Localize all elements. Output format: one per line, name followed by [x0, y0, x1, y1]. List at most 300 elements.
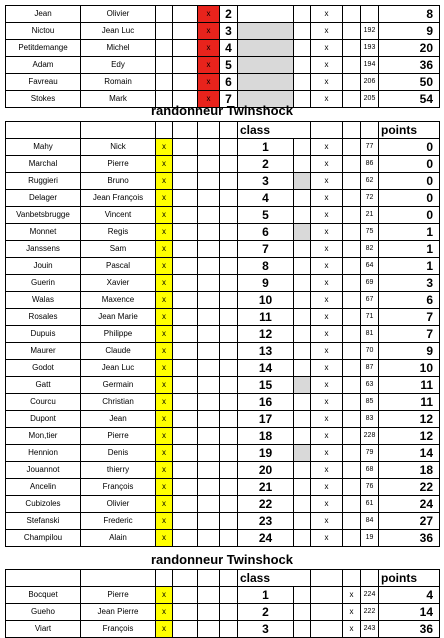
empty-cell [220, 190, 238, 207]
gray-cell [294, 445, 311, 462]
last-name-cell: Bocquet [6, 587, 81, 604]
x-cell: x [311, 57, 343, 74]
empty-cell [198, 604, 220, 621]
gray-cell [294, 462, 311, 479]
points-cell: 0 [379, 207, 440, 224]
empty-cell [198, 156, 220, 173]
empty-cell [220, 224, 238, 241]
table-row [6, 496, 440, 513]
x-cell: x [311, 258, 343, 275]
last-name-cell: Maurer [6, 343, 81, 360]
number-cell: 243 [361, 621, 379, 638]
section1-header-row [6, 122, 440, 139]
first-name-cell: Pierre [81, 587, 156, 604]
x-cell: x [311, 207, 343, 224]
first-name-cell: Bruno [81, 173, 156, 190]
table-row [6, 604, 440, 621]
number-cell: 206 [361, 74, 379, 91]
points-cell: 9 [379, 343, 440, 360]
empty-cell [198, 343, 220, 360]
points-cell: 1 [379, 241, 440, 258]
empty-cell [343, 207, 361, 224]
empty-cell [198, 275, 220, 292]
number-cell: 228 [361, 428, 379, 445]
x-cell: x [343, 621, 361, 638]
empty-cell [343, 326, 361, 343]
points-header: points [379, 570, 440, 587]
section1-title: randonneur Twinshock [150, 103, 294, 118]
gray-cell [294, 241, 311, 258]
last-name-cell: Walas [6, 292, 81, 309]
gray-cell [294, 360, 311, 377]
x-cell: x [311, 513, 343, 530]
number-cell: 69 [361, 275, 379, 292]
class-cell: 2 [238, 156, 294, 173]
points-cell: 22 [379, 479, 440, 496]
empty-cell [220, 173, 238, 190]
points-cell: 9 [379, 23, 440, 40]
last-name-cell: Jouannot [6, 462, 81, 479]
table-row [6, 40, 440, 57]
last-name-cell: Favreau [6, 74, 81, 91]
first-name-cell: Alain [81, 530, 156, 547]
first-name-cell: Jean Pierre [81, 604, 156, 621]
last-name-cell: Petitdemange [6, 40, 81, 57]
points-cell: 0 [379, 156, 440, 173]
x-cell: x [311, 530, 343, 547]
x-cell: x [311, 309, 343, 326]
class-cell: 22 [238, 496, 294, 513]
number-cell: 68 [361, 462, 379, 479]
class-cell: 21 [238, 479, 294, 496]
empty-cell [198, 377, 220, 394]
empty-cell [343, 462, 361, 479]
first-name-cell: Pierre [81, 428, 156, 445]
empty-cell [220, 207, 238, 224]
table-row [6, 23, 440, 40]
x-cell: x [311, 241, 343, 258]
gray-cell [294, 258, 311, 275]
class-cell: 3 [220, 23, 238, 40]
table-row [6, 6, 440, 23]
table-row [6, 207, 440, 224]
first-name-cell: Romain [81, 74, 156, 91]
gray-cell [294, 139, 311, 156]
red-mark-cell: x [198, 57, 220, 74]
number-cell [361, 6, 379, 23]
empty-cell [343, 139, 361, 156]
class-cell: 12 [238, 326, 294, 343]
empty-cell [156, 57, 173, 74]
empty-cell [198, 445, 220, 462]
empty-cell [343, 445, 361, 462]
table-row [6, 275, 440, 292]
first-name-cell: Pascal [81, 258, 156, 275]
empty-cell [173, 156, 198, 173]
empty-cell [343, 360, 361, 377]
empty-cell [220, 394, 238, 411]
number-cell: 79 [361, 445, 379, 462]
section2-header-row [6, 570, 440, 587]
class-cell: 7 [238, 241, 294, 258]
x-cell: x [311, 91, 343, 108]
empty-cell [343, 513, 361, 530]
last-name-cell: Hennion [6, 445, 81, 462]
yellow-mark-cell: x [156, 428, 173, 445]
points-cell: 24 [379, 496, 440, 513]
empty-cell [343, 411, 361, 428]
last-name-cell: Dupont [6, 411, 81, 428]
table-row [6, 587, 440, 604]
empty-cell [343, 275, 361, 292]
class-cell: 2 [238, 604, 294, 621]
gray-cell [294, 292, 311, 309]
x-cell: x [311, 74, 343, 91]
points-cell: 4 [379, 587, 440, 604]
x-cell: x [311, 173, 343, 190]
empty-cell [173, 479, 198, 496]
x-cell: x [311, 156, 343, 173]
first-name-cell: Vincent [81, 207, 156, 224]
empty-cell [294, 604, 311, 621]
class-cell: 11 [238, 309, 294, 326]
empty-cell [173, 360, 198, 377]
number-cell: 67 [361, 292, 379, 309]
class-cell: 15 [238, 377, 294, 394]
table-row [6, 173, 440, 190]
empty-cell [220, 530, 238, 547]
class-cell: 3 [238, 173, 294, 190]
empty-cell [220, 513, 238, 530]
empty-cell [173, 57, 198, 74]
yellow-mark-cell: x [156, 496, 173, 513]
number-cell: 72 [361, 190, 379, 207]
first-name-cell: thierry [81, 462, 156, 479]
empty-cell [173, 139, 198, 156]
gray-cell [294, 394, 311, 411]
empty-cell [220, 587, 238, 604]
empty-cell [156, 74, 173, 91]
points-cell: 36 [379, 57, 440, 74]
first-name-cell: Denis [81, 445, 156, 462]
last-name-cell: Ruggieri [6, 173, 81, 190]
points-cell: 11 [379, 394, 440, 411]
x-cell: x [311, 23, 343, 40]
points-cell: 0 [379, 190, 440, 207]
last-name-cell: Monnet [6, 224, 81, 241]
last-name-cell: Cubizoles [6, 496, 81, 513]
first-name-cell: Jean Luc [81, 360, 156, 377]
table-row [6, 292, 440, 309]
number-cell: 83 [361, 411, 379, 428]
gray-cell [294, 479, 311, 496]
empty-cell [173, 74, 198, 91]
last-name-cell: Jean [6, 6, 81, 23]
empty-cell [173, 207, 198, 224]
last-name-cell: Vanbetsbrugge [6, 207, 81, 224]
last-name-cell: Gatt [6, 377, 81, 394]
empty-cell [198, 190, 220, 207]
yellow-mark-cell: x [156, 621, 173, 638]
class-cell: 1 [238, 139, 294, 156]
class-cell: 18 [238, 428, 294, 445]
last-name-cell: Stokes [6, 91, 81, 108]
x-cell: x [311, 40, 343, 57]
x-cell: x [311, 462, 343, 479]
first-name-cell: François [81, 479, 156, 496]
empty-cell [220, 292, 238, 309]
empty-cell [220, 428, 238, 445]
empty-cell [294, 74, 311, 91]
class-cell: 14 [238, 360, 294, 377]
points-cell: 6 [379, 292, 440, 309]
yellow-mark-cell: x [156, 224, 173, 241]
section1-table [5, 121, 440, 547]
yellow-mark-cell: x [156, 479, 173, 496]
points-cell: 3 [379, 275, 440, 292]
points-cell: 20 [379, 40, 440, 57]
empty-cell [343, 258, 361, 275]
empty-cell [173, 309, 198, 326]
empty-cell [220, 241, 238, 258]
empty-cell [173, 445, 198, 462]
empty-cell [198, 326, 220, 343]
last-name-cell: Nictou [6, 23, 81, 40]
first-name-cell: Jean Luc [81, 23, 156, 40]
points-cell: 8 [379, 6, 440, 23]
gray-cell [294, 411, 311, 428]
yellow-mark-cell: x [156, 377, 173, 394]
number-cell: 19 [361, 530, 379, 547]
table-row [6, 224, 440, 241]
empty-cell [294, 6, 311, 23]
class-cell: 20 [238, 462, 294, 479]
points-cell: 18 [379, 462, 440, 479]
class-cell: 6 [220, 74, 238, 91]
x-cell: x [311, 479, 343, 496]
yellow-mark-cell: x [156, 190, 173, 207]
x-cell: x [311, 445, 343, 462]
x-cell: x [311, 360, 343, 377]
number-cell: 63 [361, 377, 379, 394]
empty-cell [173, 343, 198, 360]
yellow-mark-cell: x [156, 513, 173, 530]
empty-cell [220, 621, 238, 638]
last-name-cell: Delager [6, 190, 81, 207]
empty-cell [156, 40, 173, 57]
last-name-cell: Ancelin [6, 479, 81, 496]
first-name-cell: Regis [81, 224, 156, 241]
empty-cell [220, 275, 238, 292]
class-cell: 9 [238, 275, 294, 292]
number-cell: 76 [361, 479, 379, 496]
empty-cell [343, 530, 361, 547]
empty-cell [220, 139, 238, 156]
red-mark-cell: x [198, 23, 220, 40]
table-row [6, 139, 440, 156]
number-cell: 193 [361, 40, 379, 57]
number-cell: 62 [361, 173, 379, 190]
gray-cell [238, 40, 294, 57]
gray-cell [294, 156, 311, 173]
empty-cell [311, 604, 343, 621]
x-cell: x [311, 326, 343, 343]
empty-cell [173, 530, 198, 547]
empty-cell [343, 23, 361, 40]
first-name-cell: Christian [81, 394, 156, 411]
empty-cell [173, 587, 198, 604]
empty-cell [343, 428, 361, 445]
number-cell: 64 [361, 258, 379, 275]
number-cell: 87 [361, 360, 379, 377]
empty-cell [198, 496, 220, 513]
empty-cell [173, 428, 198, 445]
empty-cell [343, 6, 361, 23]
number-cell: 81 [361, 326, 379, 343]
empty-cell [294, 587, 311, 604]
number-cell: 21 [361, 207, 379, 224]
class-cell: 5 [238, 207, 294, 224]
empty-cell [220, 343, 238, 360]
yellow-mark-cell: x [156, 604, 173, 621]
empty-cell [198, 207, 220, 224]
gray-cell [294, 190, 311, 207]
gray-cell [294, 496, 311, 513]
table-row [6, 360, 440, 377]
empty-cell [220, 496, 238, 513]
last-name-cell: Mahy [6, 139, 81, 156]
empty-cell [173, 40, 198, 57]
empty-cell [173, 604, 198, 621]
table-row [6, 241, 440, 258]
red-mark-cell: x [198, 91, 220, 108]
empty-cell [173, 377, 198, 394]
empty-cell [173, 513, 198, 530]
class-header: class [238, 122, 311, 139]
class-cell: 13 [238, 343, 294, 360]
empty-cell [198, 309, 220, 326]
points-cell: 12 [379, 428, 440, 445]
points-cell: 14 [379, 445, 440, 462]
x-cell: x [311, 343, 343, 360]
number-cell: 71 [361, 309, 379, 326]
number-cell: 82 [361, 241, 379, 258]
gray-cell [294, 513, 311, 530]
empty-cell [173, 496, 198, 513]
empty-cell [343, 173, 361, 190]
gray-cell [294, 275, 311, 292]
points-cell: 0 [379, 139, 440, 156]
last-name-cell: Gueho [6, 604, 81, 621]
empty-cell [220, 258, 238, 275]
empty-cell [294, 57, 311, 74]
yellow-mark-cell: x [156, 241, 173, 258]
empty-cell [173, 275, 198, 292]
x-cell: x [311, 377, 343, 394]
points-cell: 1 [379, 224, 440, 241]
empty-cell [343, 224, 361, 241]
number-cell: 224 [361, 587, 379, 604]
empty-cell [220, 309, 238, 326]
empty-cell [198, 428, 220, 445]
first-name-cell: Frederic [81, 513, 156, 530]
gray-cell [294, 326, 311, 343]
last-name-cell: Viart [6, 621, 81, 638]
red-mark-cell: x [198, 74, 220, 91]
last-name-cell: Rosales [6, 309, 81, 326]
x-cell: x [311, 428, 343, 445]
class-cell: 24 [238, 530, 294, 547]
empty-cell [198, 621, 220, 638]
gray-cell [238, 74, 294, 91]
yellow-mark-cell: x [156, 411, 173, 428]
yellow-mark-cell: x [156, 156, 173, 173]
yellow-mark-cell: x [156, 587, 173, 604]
empty-cell [343, 292, 361, 309]
first-name-cell: Jean [81, 411, 156, 428]
yellow-mark-cell: x [156, 275, 173, 292]
empty-cell [311, 621, 343, 638]
empty-cell [220, 360, 238, 377]
table-row [6, 462, 440, 479]
number-cell: 77 [361, 139, 379, 156]
empty-cell [173, 462, 198, 479]
empty-cell [198, 224, 220, 241]
empty-cell [220, 604, 238, 621]
points-cell: 12 [379, 411, 440, 428]
empty-cell [198, 292, 220, 309]
yellow-mark-cell: x [156, 462, 173, 479]
empty-cell [343, 40, 361, 57]
class-cell: 2 [220, 6, 238, 23]
class-cell: 19 [238, 445, 294, 462]
class-cell: 16 [238, 394, 294, 411]
empty-cell [173, 258, 198, 275]
top-results-table [5, 5, 440, 108]
table-row [6, 343, 440, 360]
yellow-mark-cell: x [156, 173, 173, 190]
empty-cell [343, 190, 361, 207]
last-name-cell: Dupuis [6, 326, 81, 343]
table-row [6, 74, 440, 91]
empty-cell [173, 292, 198, 309]
last-name-cell: Godot [6, 360, 81, 377]
yellow-mark-cell: x [156, 343, 173, 360]
empty-cell [198, 479, 220, 496]
gray-cell [238, 57, 294, 74]
yellow-mark-cell: x [156, 207, 173, 224]
first-name-cell: Philippe [81, 326, 156, 343]
points-cell: 1 [379, 258, 440, 275]
empty-cell [343, 394, 361, 411]
table-row [6, 411, 440, 428]
empty-cell [198, 360, 220, 377]
number-cell: 75 [361, 224, 379, 241]
empty-cell [294, 23, 311, 40]
class-cell: 17 [238, 411, 294, 428]
empty-cell [343, 74, 361, 91]
number-cell: 86 [361, 156, 379, 173]
points-cell: 27 [379, 513, 440, 530]
table-row [6, 156, 440, 173]
last-name-cell: Mon,tier [6, 428, 81, 445]
first-name-cell: Germain [81, 377, 156, 394]
class-cell: 5 [220, 57, 238, 74]
first-name-cell: Pierre [81, 156, 156, 173]
first-name-cell: Jean Marie [81, 309, 156, 326]
table-row [6, 530, 440, 547]
table-row [6, 621, 440, 638]
